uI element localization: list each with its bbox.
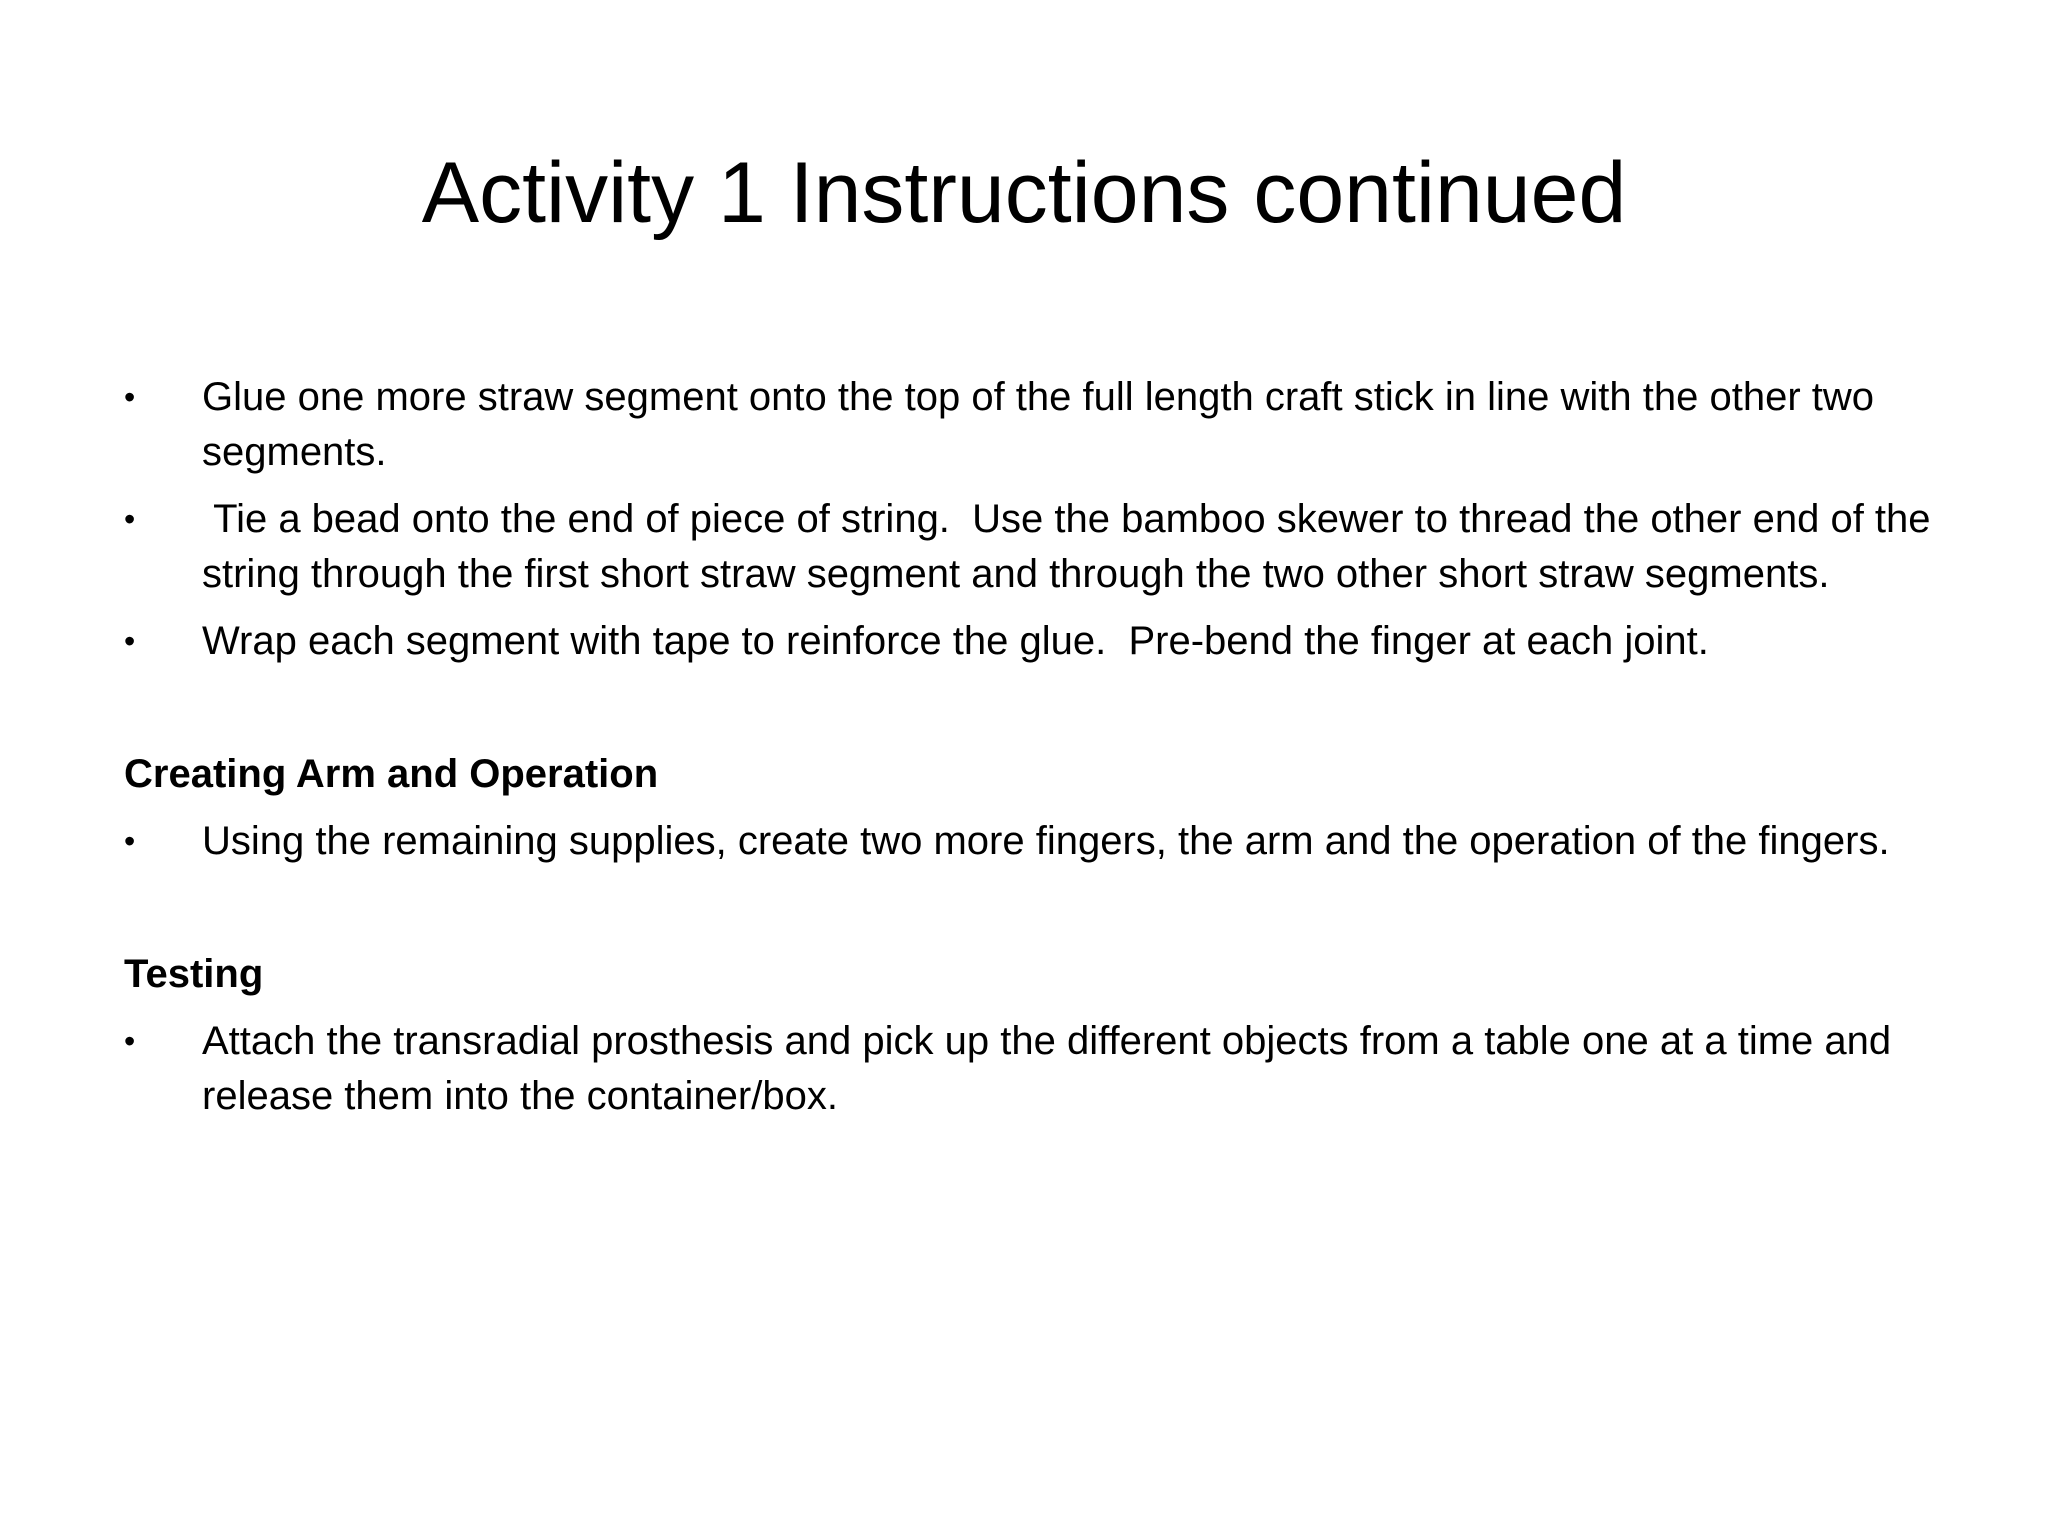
bullet-icon: • — [124, 379, 136, 415]
bullet-text: Attach the transradial prosthesis and pick up the different objects from a table one at a time and release them into the container/box. — [202, 1019, 1892, 1118]
bullet-text: Tie a bead onto the end of piece of string. Use the bamboo skewer to thread the other end of the string through the first short straw segment and through the two other short straw segments. — [202, 497, 1942, 596]
bullet-icon: • — [124, 501, 136, 537]
bullet-icon: • — [124, 623, 136, 659]
slide-body — [124, 370, 1944, 1136]
bullet-icon: • — [124, 1023, 136, 1059]
list-item — [124, 1014, 1944, 1124]
list-item — [124, 814, 1944, 869]
spacer — [124, 881, 1944, 947]
bullet-text: Wrap each segment with tape to reinforce the glue. Pre-bend the finger at each joint. — [202, 619, 1709, 663]
section-heading-testing: Testing — [124, 952, 264, 996]
list-item — [124, 492, 1944, 602]
slide-title: Activity 1 Instructions continued — [421, 145, 1627, 241]
list-item — [124, 370, 1944, 480]
list-item — [124, 614, 1944, 669]
bullet-text: Using the remaining supplies, create two more fingers, the arm and the operation of the fingers. — [202, 819, 1890, 863]
bullet-icon: • — [124, 823, 136, 859]
spacer — [124, 681, 1944, 747]
bullet-text: Glue one more straw segment onto the top of the full length craft stick in line with the other two segments. — [202, 375, 1874, 474]
section-heading-arm-operation: Creating Arm and Operation — [124, 752, 659, 796]
